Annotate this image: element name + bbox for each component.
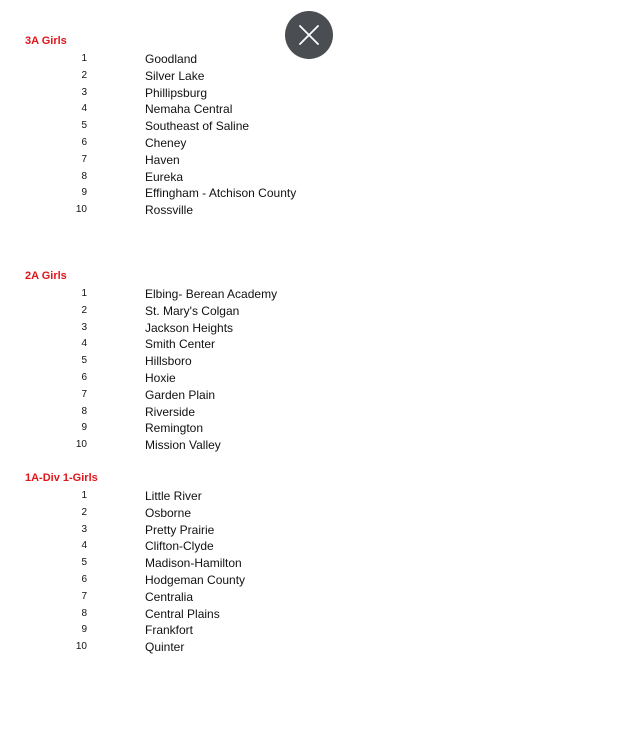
ranking-row: [0, 202, 622, 219]
school-name: Goodland: [145, 52, 198, 66]
rank-number: 7: [81, 153, 87, 165]
rank-number: 2: [81, 304, 87, 316]
rank-number: 8: [81, 405, 87, 417]
school-name: Riverside: [145, 404, 196, 419]
rank-number: 6: [81, 371, 87, 383]
school-name: Elbing- Berean Academy: [145, 287, 278, 301]
rank-number: 10: [75, 641, 87, 653]
school-name: Jackson Heights: [145, 320, 234, 335]
rank-number: 9: [81, 422, 87, 434]
school-name: Nemaha Central: [145, 102, 233, 117]
school-name: Silver Lake: [145, 68, 205, 83]
rank-number: 6: [81, 136, 87, 148]
school-name: Pretty Prairie: [145, 522, 215, 537]
rankings-list: [0, 286, 622, 454]
rank-number: 5: [81, 557, 87, 569]
close-icon: [299, 25, 319, 45]
ranking-row: [0, 437, 622, 454]
rank-number: 8: [81, 170, 87, 182]
school-name: Centralia: [145, 589, 194, 604]
ranking-row: [0, 286, 622, 303]
rankings-list: [0, 51, 622, 219]
school-name: Quinter: [145, 640, 185, 655]
school-name: Rossville: [145, 203, 194, 218]
ranking-row: [0, 101, 622, 118]
rank-number: 5: [81, 355, 87, 367]
ranking-row: [0, 303, 622, 320]
ranking-row: [0, 522, 622, 539]
rank-number: 3: [81, 321, 87, 333]
rank-number: 1: [81, 288, 87, 299]
school-name: Hoxie: [145, 370, 176, 385]
rank-number: 4: [81, 103, 87, 115]
rank-number: 1: [81, 490, 87, 501]
school-name: Hillsboro: [145, 354, 192, 369]
ranking-row: [0, 555, 622, 572]
rank-number: 3: [81, 86, 87, 98]
ranking-row: [0, 606, 622, 623]
rank-number: 2: [81, 506, 87, 518]
ranking-row: [0, 51, 622, 68]
school-name: St. Mary's Colgan: [145, 303, 240, 318]
ranking-row: [0, 538, 622, 555]
ranking-row: [0, 185, 622, 202]
school-name: Frankfort: [145, 623, 194, 638]
section-title: 2A Girls: [25, 270, 67, 282]
ranking-row: [0, 639, 622, 656]
school-name: Hodgeman County: [145, 572, 246, 587]
ranking-row: [0, 336, 622, 353]
school-name: Osborne: [145, 505, 192, 520]
school-name: Central Plains: [145, 606, 220, 621]
rank-number: 10: [75, 204, 87, 216]
school-name: Phillipsburg: [145, 85, 208, 100]
ranking-row: [0, 387, 622, 404]
rank-number: 4: [81, 540, 87, 552]
section-title: 1A-Div 1-Girls: [25, 472, 98, 484]
ranking-row: [0, 169, 622, 186]
school-name: Garden Plain: [145, 387, 216, 402]
section-title: 3A Girls: [25, 35, 67, 47]
ranking-row: [0, 505, 622, 522]
school-name: Haven: [145, 152, 180, 167]
rank-number: 9: [81, 187, 87, 199]
rank-number: 3: [81, 523, 87, 535]
rank-number: 1: [81, 53, 87, 64]
ranking-row: [0, 589, 622, 606]
school-name: Effingham - Atchison County: [145, 186, 297, 201]
rank-number: 8: [81, 607, 87, 619]
ranking-row: [0, 404, 622, 421]
rank-number: 7: [81, 590, 87, 602]
rank-number: 10: [75, 439, 87, 451]
school-name: Smith Center: [145, 337, 216, 352]
school-name: Cheney: [145, 135, 187, 150]
ranking-row: [0, 135, 622, 152]
school-name: Clifton-Clyde: [145, 539, 214, 554]
rank-number: 9: [81, 624, 87, 636]
ranking-row: [0, 118, 622, 135]
ranking-row: [0, 370, 622, 387]
ranking-row: [0, 622, 622, 639]
ranking-row: [0, 68, 622, 85]
ranking-row: [0, 572, 622, 589]
rank-number: 6: [81, 573, 87, 585]
rank-number: 2: [81, 69, 87, 81]
ranking-row: [0, 320, 622, 337]
ranking-row: [0, 85, 622, 102]
school-name: Eureka: [145, 169, 184, 184]
rank-number: 7: [81, 388, 87, 400]
rank-number: 5: [81, 120, 87, 132]
rankings-list: [0, 488, 622, 656]
school-name: Little River: [145, 489, 202, 503]
ranking-row: [0, 353, 622, 370]
school-name: Mission Valley: [145, 438, 221, 453]
ranking-row: [0, 488, 622, 505]
ranking-row: [0, 420, 622, 437]
ranking-row: [0, 152, 622, 169]
school-name: Remington: [145, 421, 204, 436]
school-name: Madison-Hamilton: [145, 556, 242, 571]
school-name: Southeast of Saline: [145, 119, 250, 134]
rank-number: 4: [81, 338, 87, 350]
